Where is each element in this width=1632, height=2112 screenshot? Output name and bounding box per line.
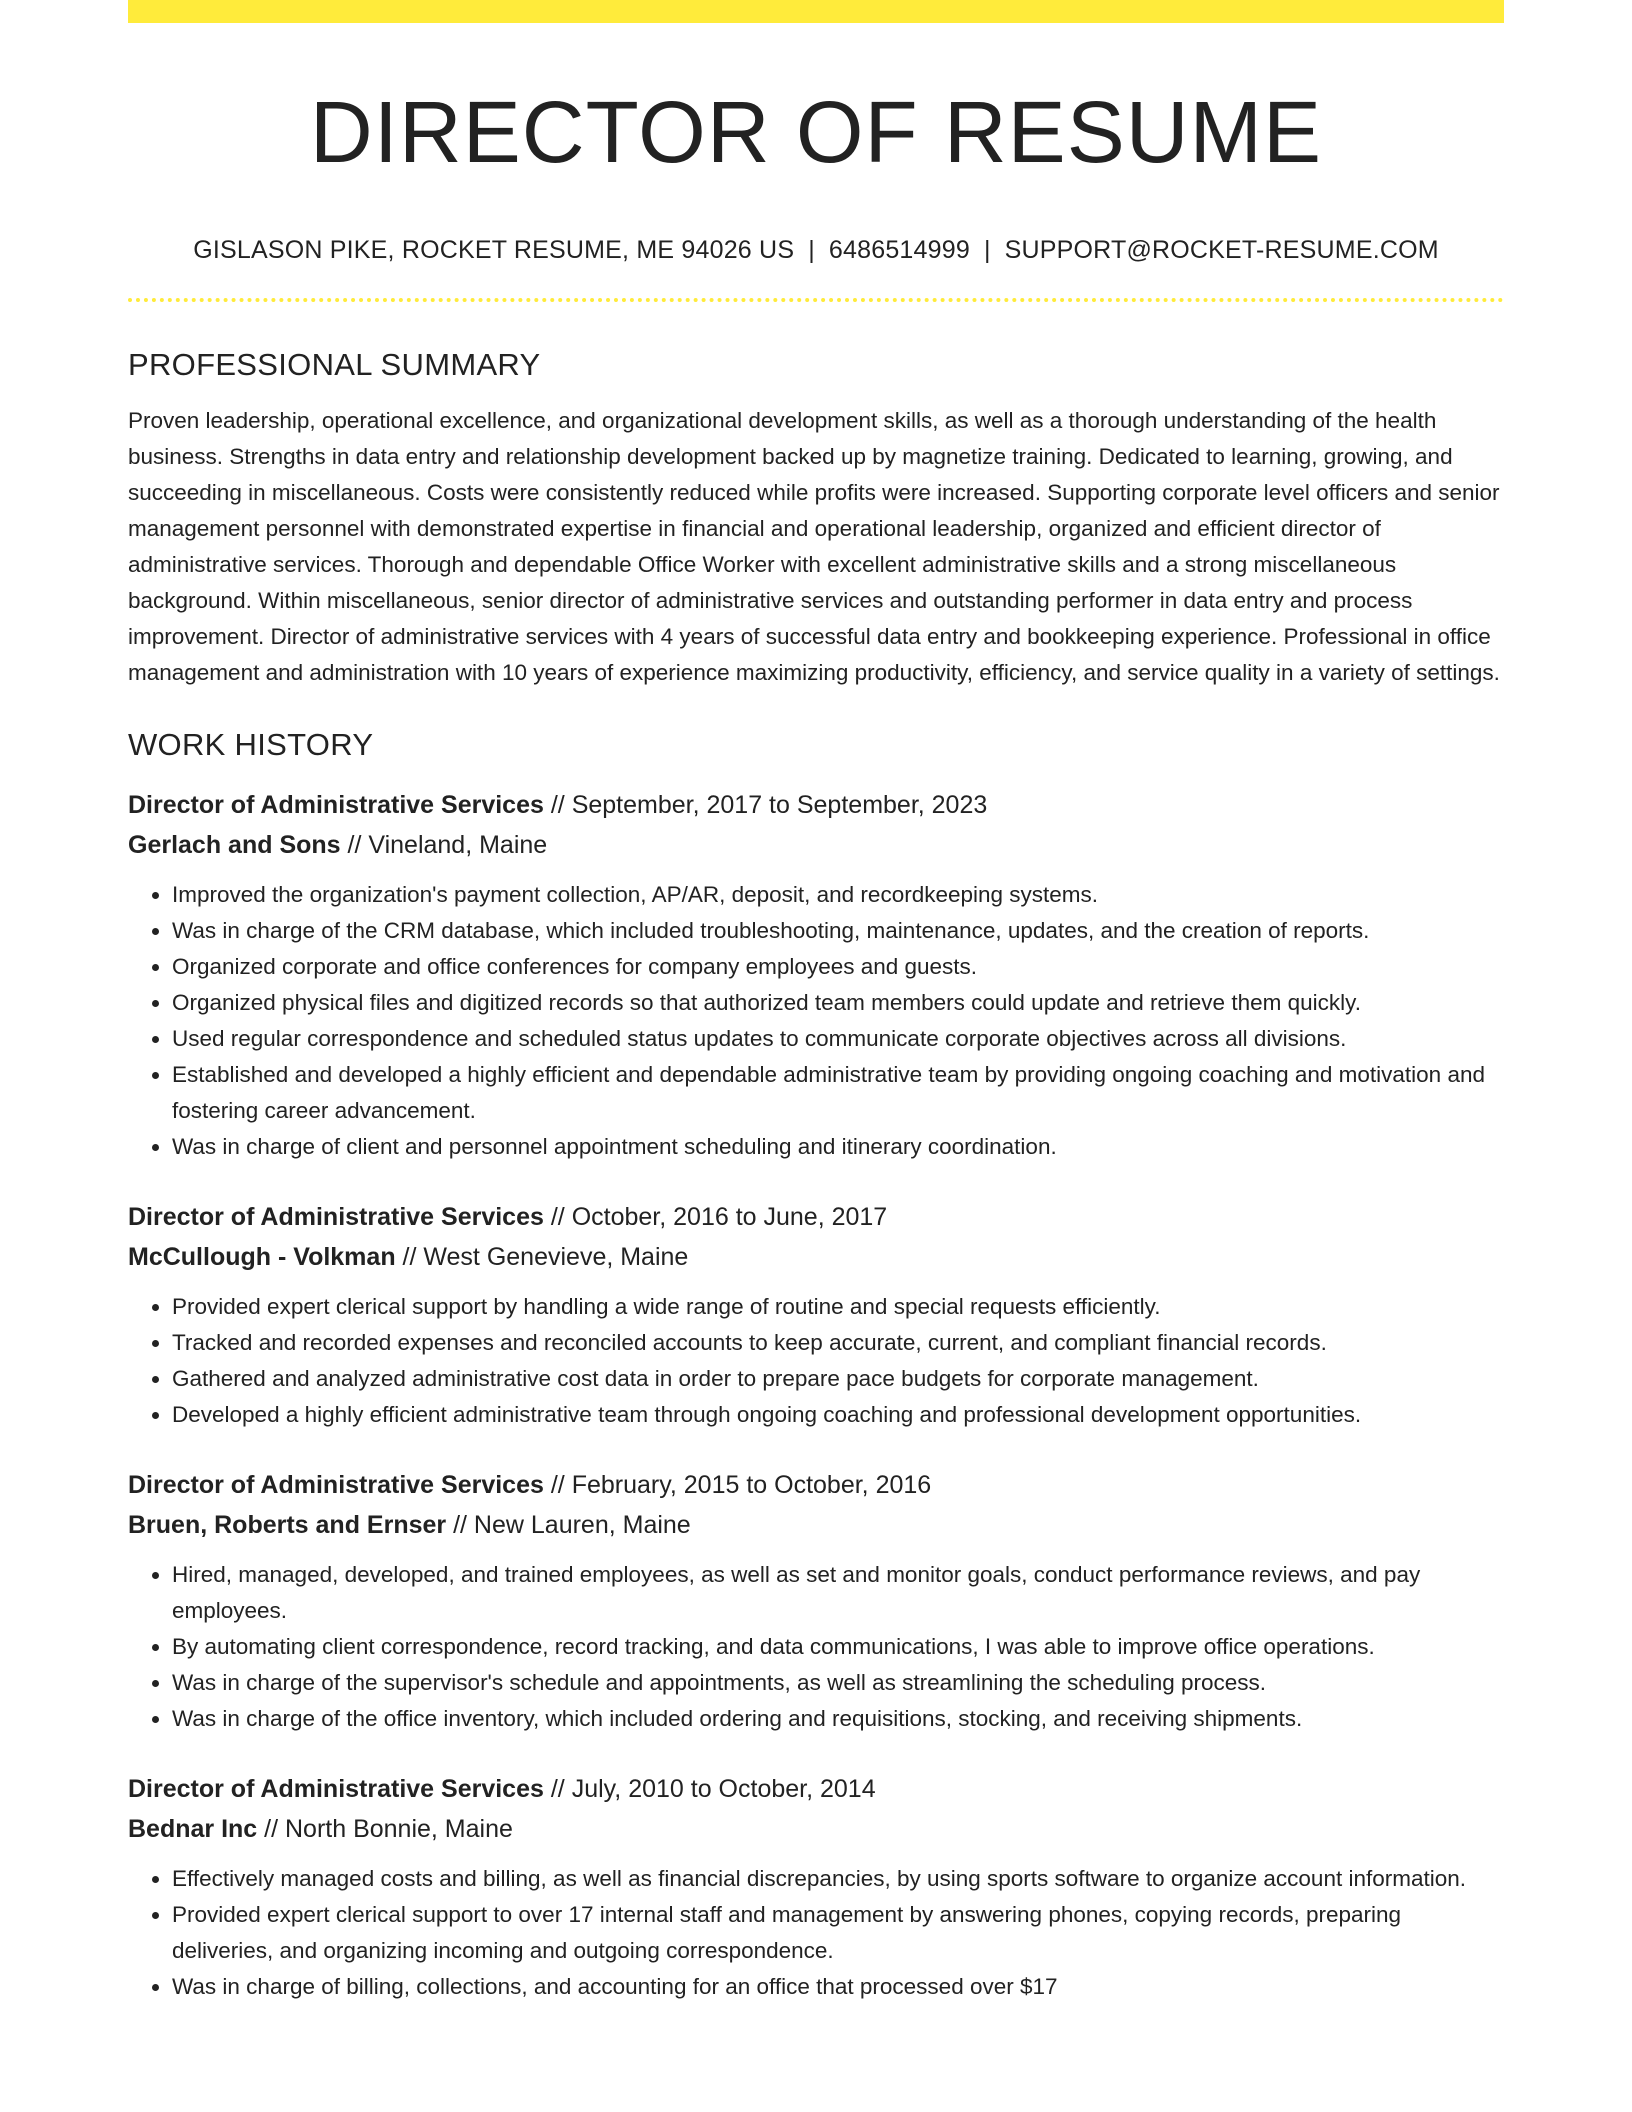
job-title-line	[128, 1769, 1504, 1809]
job-bullet: • Established and developed a highly efficient and dependable administrative team by providing ongoing coaching and motivation and fostering career advancement.	[172, 1057, 1504, 1129]
job-title: Director of Administrative Services	[128, 790, 544, 819]
contact-separator: |	[983, 235, 991, 264]
job-dates: // July, 2010 to October, 2014	[550, 1774, 876, 1803]
job-bullet: • Was in charge of the supervisor's schedule and appointments, as well as streamlining the scheduling process.	[172, 1665, 1504, 1701]
job-company: Bednar Inc	[128, 1814, 258, 1843]
dotted-divider	[128, 298, 1504, 302]
job-bullet: • Provided expert clerical support by handling a wide range of routine and special requests efficiently.	[172, 1289, 1504, 1325]
job-company: McCullough - Volkman	[128, 1242, 396, 1271]
job-bullet: • Developed a highly efficient administrative team through ongoing coaching and professional development opportunities.	[172, 1397, 1504, 1433]
job-company: Gerlach and Sons	[128, 830, 341, 859]
job-bullet: • Improved the organization's payment collection, AP/AR, deposit, and recordkeeping systems.	[172, 877, 1504, 913]
job-location: // Vineland, Maine	[347, 830, 548, 859]
job-location: // North Bonnie, Maine	[264, 1814, 513, 1843]
job-location: // New Lauren, Maine	[453, 1510, 691, 1539]
job-company-line	[128, 1505, 1504, 1545]
job-bullet: • Hired, managed, developed, and trained employees, as well as set and monitor goals, conduct performance reviews, and pay employees.	[172, 1557, 1504, 1629]
job-bullet: • Organized corporate and office conferences for company employees and guests.	[172, 949, 1504, 985]
job-bullet: • Was in charge of client and personnel appointment scheduling and itinerary coordination.	[172, 1129, 1504, 1165]
job-company-line	[128, 1237, 1504, 1277]
job-title: Director of Administrative Services	[128, 1202, 544, 1231]
resume-name: DIRECTOR OF RESUME	[309, 84, 1323, 181]
job-bullet: • Was in charge of the CRM database, which included troubleshooting, maintenance, updates, and the creation of reports.	[172, 913, 1504, 949]
accent-top-bar	[128, 0, 1504, 23]
job-title-line	[128, 785, 1504, 825]
job-bullets	[128, 877, 1504, 1165]
job-bullet: • Gathered and analyzed administrative cost data in order to prepare pace budgets for corporate management.	[172, 1361, 1504, 1397]
contact-line	[128, 236, 1504, 265]
job-bullets	[128, 1289, 1504, 1433]
summary-text: Proven leadership, operational excellence, and organizational development skills, as well as a thorough understanding of the health business. Strengths in data entry and relationship development backed up by magnetize training. Dedicated to learning, growing, and succeeding in miscellaneous. Costs were consistently reduced while profits were increased. Supporting corporate level officers and senior management personnel with demonstrated expertise in financial and operational leadership, organized and efficient director of administrative services. Thorough and dependable Office Worker with excellent administrative skills and a strong miscellaneous background. Within miscellaneous, senior director of administrative services and outstanding performer in data entry and process improvement. Director of administrative services with 4 years of successful data entry and bookkeeping experience. Professional in office management and administration with 10 years of experience maximizing productivity, efficiency, and service quality in a variety of settings.	[128, 407, 1500, 685]
job-location: // West Genevieve, Maine	[402, 1242, 689, 1271]
contact-email: SUPPORT@ROCKET-RESUME.COM	[1004, 235, 1439, 264]
job-title: Director of Administrative Services	[128, 1774, 544, 1803]
section-title-summary: PROFESSIONAL SUMMARY	[128, 346, 541, 382]
job-dates: // February, 2015 to October, 2016	[550, 1470, 932, 1499]
job-entry	[128, 1197, 1504, 1433]
job-dates: // October, 2016 to June, 2017	[550, 1202, 888, 1231]
job-entry	[128, 785, 1504, 1165]
section-title-work-history: WORK HISTORY	[128, 726, 374, 762]
job-title: Director of Administrative Services	[128, 1470, 544, 1499]
job-bullet: • Was in charge of billing, collections, and accounting for an office that processed over $17	[172, 1969, 1504, 2005]
job-bullet: • Was in charge of the office inventory, which included ordering and requisitions, stocking, and receiving shipments.	[172, 1701, 1504, 1737]
contact-phone: 6486514999	[828, 235, 970, 264]
job-title-line	[128, 1197, 1504, 1237]
job-bullet: • Provided expert clerical support to over 17 internal staff and management by answering phones, copying records, preparing deliveries, and organizing incoming and outgoing correspondence.	[172, 1897, 1504, 1969]
job-company-line	[128, 825, 1504, 865]
job-bullet: • Organized physical files and digitized records so that authorized team members could update and retrieve them quickly.	[172, 985, 1504, 1021]
job-company: Bruen, Roberts and Ernser	[128, 1510, 447, 1539]
job-title-line	[128, 1465, 1504, 1505]
job-dates: // September, 2017 to September, 2023	[550, 790, 988, 819]
job-bullet: • Used regular correspondence and scheduled status updates to communicate corporate objectives across all divisions.	[172, 1021, 1504, 1057]
job-bullets	[128, 1861, 1504, 2005]
job-entry	[128, 1769, 1504, 2005]
job-bullets	[128, 1557, 1504, 1737]
resume-content	[128, 23, 1504, 2005]
job-bullet: • Tracked and recorded expenses and reconciled accounts to keep accurate, current, and compliant financial records.	[172, 1325, 1504, 1361]
job-company-line	[128, 1809, 1504, 1849]
job-bullet: • By automating client correspondence, record tracking, and data communications, I was able to improve office operations.	[172, 1629, 1504, 1665]
job-entry	[128, 1465, 1504, 1737]
contact-address: GISLASON PIKE, ROCKET RESUME, ME 94026 US	[193, 235, 795, 264]
contact-separator: |	[808, 235, 815, 264]
job-bullet: • Effectively managed costs and billing, as well as financial discrepancies, by using sports software to organize account information.	[172, 1861, 1504, 1897]
